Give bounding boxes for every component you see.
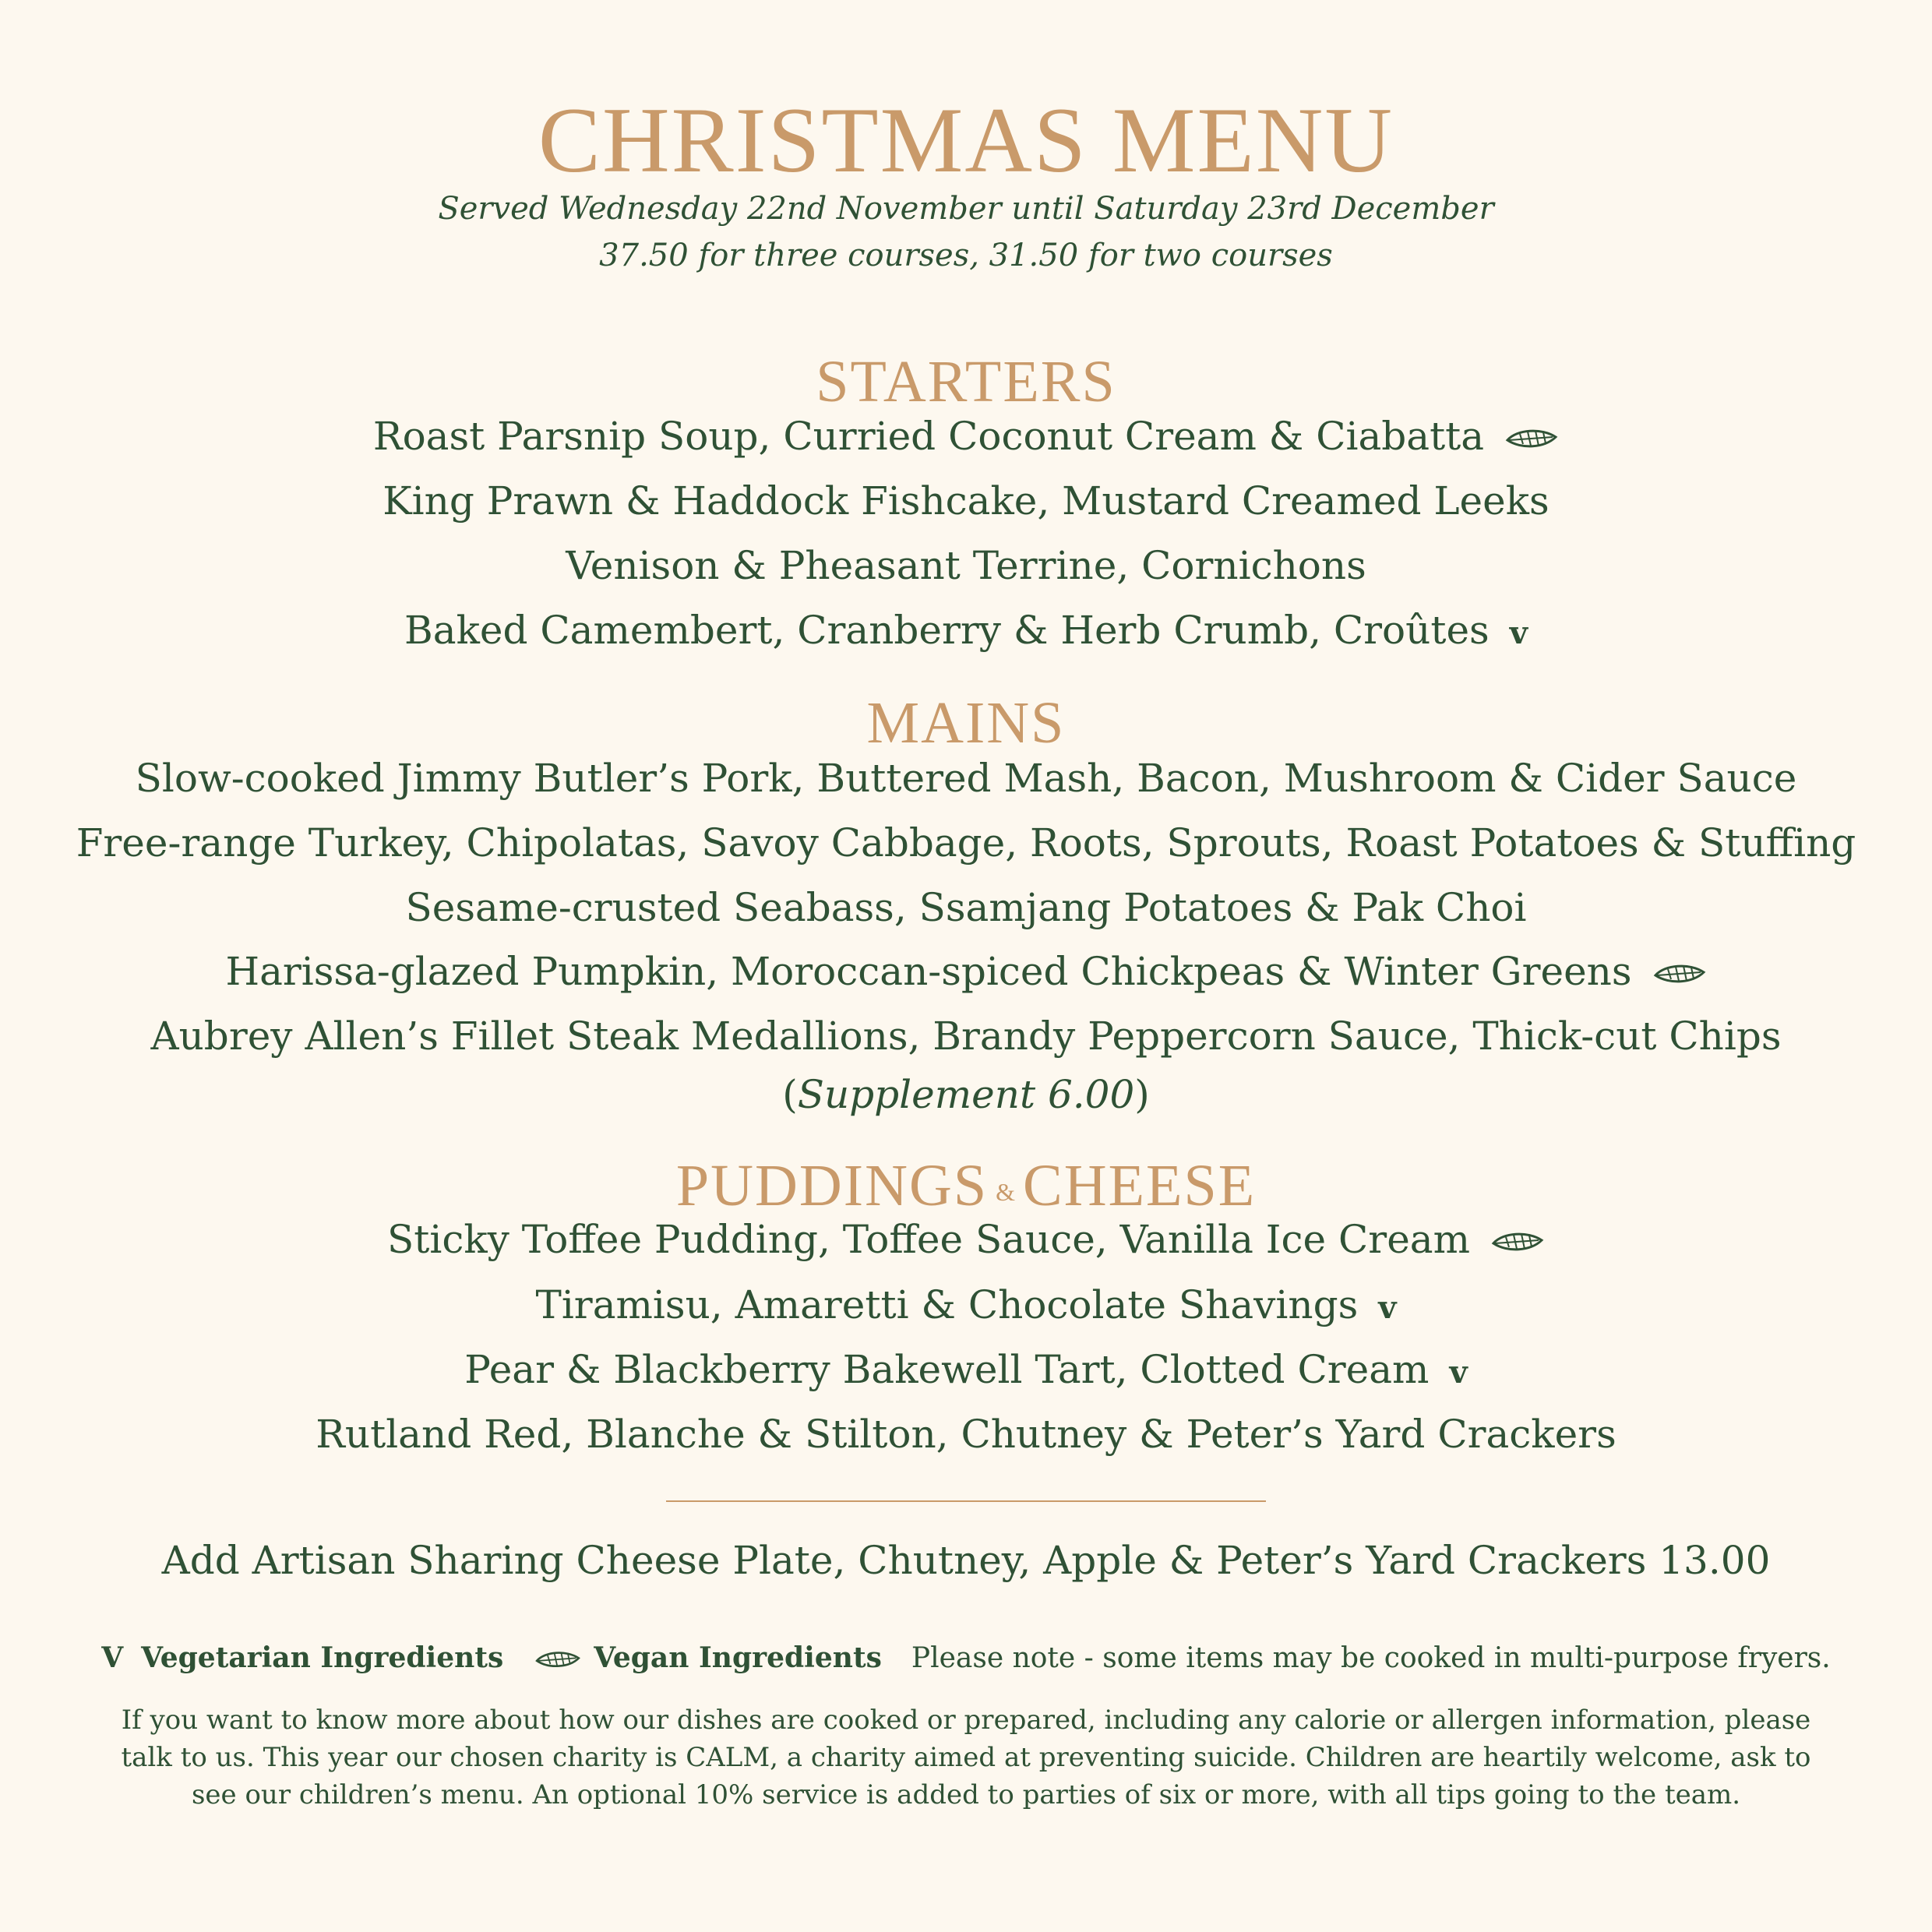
- starter-item: [0, 543, 1932, 588]
- main-item: [0, 949, 1932, 994]
- vegetarian-mark: v: [1509, 615, 1528, 651]
- item-name: Venison & Pheasant Terrine, Cornichons: [566, 543, 1366, 588]
- starter-item: [0, 478, 1932, 524]
- course-prices: 37.50 for three courses, 31.50 for two courses: [599, 238, 1333, 273]
- starters-heading: STARTERS: [816, 349, 1116, 414]
- starter-item: [0, 414, 1932, 459]
- item-name: Harissa-glazed Pumpkin, Moroccan-spiced Chickpeas & Winter Greens: [225, 949, 1632, 994]
- supplement-note: (Supplement 6.00): [782, 1072, 1150, 1117]
- vegan-leaf-icon: [1652, 963, 1707, 986]
- addon-cheese-plate: Add Artisan Sharing Cheese Plate, Chutney, Apple & Peter’s Yard Crackers 13.00: [161, 1538, 1771, 1583]
- vegan-leaf-icon: [533, 1650, 583, 1670]
- item-name: Aubrey Allen’s Fillet Steak Medallions, Brandy Peppercorn Sauce, Thick-cut Chips: [150, 1014, 1782, 1059]
- item-name: King Prawn & Haddock Fishcake, Mustard Creamed Leeks: [383, 478, 1549, 524]
- vegetarian-legend-mark: V: [101, 1641, 124, 1674]
- pudding-item: [0, 1347, 1932, 1392]
- item-name: Pear & Blackberry Bakewell Tart, Clotted Cream: [464, 1347, 1430, 1392]
- section-divider: [666, 1500, 1266, 1502]
- item-name: Rutland Red, Blanche & Stilton, Chutney & Peter’s Yard Crackers: [316, 1412, 1616, 1457]
- main-item: [0, 756, 1932, 801]
- vegan-leaf-icon: [1490, 1231, 1545, 1254]
- starter-item: [0, 608, 1932, 653]
- vegetarian-mark: v: [1449, 1354, 1468, 1391]
- dietary-legend: [0, 1641, 1932, 1674]
- puddings-heading: PUDDINGS & CHEESE: [675, 1153, 1257, 1218]
- vegetarian-mark: v: [1378, 1289, 1397, 1326]
- pudding-item: [0, 1412, 1932, 1457]
- main-item: [0, 885, 1932, 930]
- item-name: Free-range Turkey, Chipolatas, Savoy Cabbage, Roots, Sprouts, Roast Potatoes & Stuffing: [76, 820, 1856, 866]
- item-name: Baked Camembert, Cranberry & Herb Crumb, Croûtes: [404, 608, 1490, 653]
- pudding-item: [0, 1282, 1932, 1327]
- item-name: Roast Parsnip Soup, Curried Coconut Cream & Ciabatta: [372, 414, 1485, 459]
- item-name: Slow-cooked Jimmy Butler’s Pork, Buttered Mash, Bacon, Mushroom & Cider Sauce: [135, 756, 1797, 801]
- item-name: Sticky Toffee Pudding, Toffee Sauce, Vanilla Ice Cream: [386, 1217, 1470, 1262]
- item-name: Tiramisu, Amaretti & Chocolate Shavings: [535, 1282, 1359, 1327]
- mains-heading: MAINS: [866, 690, 1066, 756]
- menu-title: CHRISTMAS MENU: [538, 88, 1394, 192]
- served-dates: Served Wednesday 22nd November until Saturday 23rd December: [438, 191, 1494, 227]
- supplement-price: Supplement 6.00: [797, 1072, 1135, 1117]
- pudding-item: [0, 1217, 1932, 1262]
- main-item: [0, 820, 1932, 866]
- vegetarian-legend-label: Vegetarian Ingredients: [141, 1641, 504, 1674]
- footer-info: If you want to know more about how our dishes are cooked or prepared, including any calorie or allergen information, please talk to us. This year our chosen charity is CALM, a charity aimed at preventing suicide. Children are heartily welcome, ask to see our children’s menu. An optional 10% service is added to parties of six or more, with all tips going to the team.: [121, 1705, 1811, 1810]
- item-name: Sesame-crusted Seabass, Ssamjang Potatoes & Pak Choi: [405, 885, 1527, 930]
- vegan-leaf-icon: [1504, 428, 1559, 451]
- main-item: [0, 1014, 1932, 1059]
- fryer-note: Please note - some items may be cooked in multi-purpose fryers.: [911, 1642, 1831, 1674]
- vegan-legend-label: Vegan Ingredients: [594, 1641, 882, 1674]
